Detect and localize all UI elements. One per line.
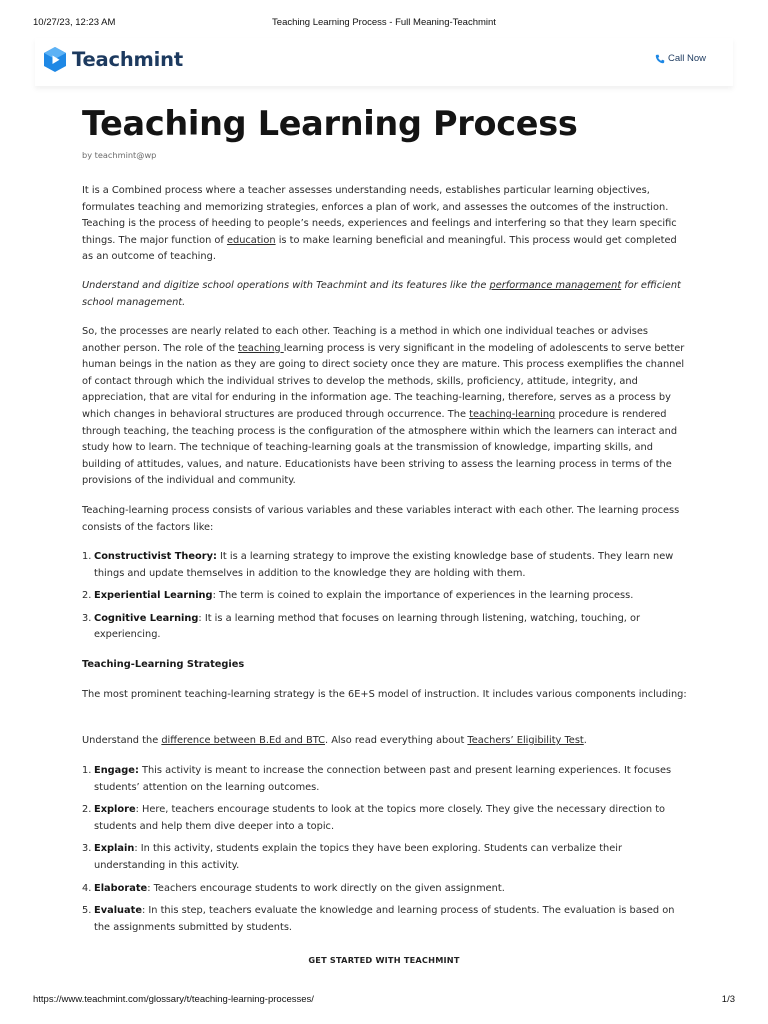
site-header [35, 38, 733, 86]
paragraph-related-links: Understand the difference between B.Ed and BTC. Also read everything about Teachers’ Eligibility Test. [82, 735, 587, 746]
list-item: 3. Cognitive Learning: It is a learning method that focuses on learning through listening, watching, touching, or experiencing. [82, 612, 641, 641]
phone-icon [655, 54, 665, 64]
list-item: 2. Experiential Learning: The term is coined to explain the importance of experiences in the learning process. [82, 590, 634, 602]
print-tab-title: Teaching Learning Process - Full Meaning-Teachmint [272, 17, 496, 28]
logo-text: Teachmint [72, 47, 183, 71]
strategies-heading: Teaching-Learning Strategies [82, 659, 245, 670]
list-item: 3. Explain: In this activity, students explain the topics they have been exploring. Students can verbalize their understanding in this activity. [82, 843, 623, 871]
print-url: https://www.teachmint.com/glossary/t/teaching-learning-processes/ [33, 994, 314, 1005]
print-footer [33, 994, 735, 1008]
paragraph-processes: So, the processes are nearly related to each other. Teaching is a method in which one individual teaches or advises another person. The role of the teaching learning process is very significant in the modeling of adolescents to serve better human beings in the nation as they are going to direct society once they are mature. This process exemplifies the channel of contact through which the individual strives to develop the methods, skills, proficiency, attitude, integrity, and appreciation, that are vital for enduring in the information age. The teaching-learning, therefore, serves as a process by which changes in behavioral structures are produced through occurrence. The teaching-learning procedure is rendered through teaching, the teaching process is the configuration of the atmosphere within which the learners can interact and study how to learn. The technique of teaching-learning goals at the transmission of knowledge, imparting skills, and building of attitudes, values, and nature. Educationists have been striving to assess the learning process in terms of the provisions of the individual and community. [82, 326, 685, 487]
factors-list [82, 549, 689, 644]
list-item: 1. Constructivist Theory: It is a learning strategy to improve the existing knowledge base of students. They learn new things and update themselves in addition to the knowledge they are holding with them. [82, 551, 674, 579]
model-steps-list [82, 763, 689, 936]
paragraph-promo: Understand and digitize school operations with Teachmint and its features like the performance management for efficient school management. [82, 280, 681, 308]
call-now-label: Call Now [667, 53, 706, 64]
print-page-number: 1/3 [721, 994, 735, 1005]
paragraph-variables: Teaching-learning process consists of various variables and these variables interact with each other. The learning process consists of the factors like: [82, 505, 680, 533]
get-started-button[interactable]: GET STARTED WITH TEACHMINT [308, 955, 460, 965]
list-item: 1. Engage: This activity is meant to increase the connection between past and present learning experiences. It focuses students’ attention on the learning outcomes. [82, 765, 672, 793]
link-education[interactable]: education [226, 234, 276, 246]
paragraph-intro: It is a Combined process where a teacher assesses understanding needs, establishes particular learning objectives, formulates teaching and memorizing strategies, enforces a plan of work, and assesses the outcomes of the instruction. Teaching is the process of heeding to people’s needs, experiences and feelings and interfering so that they learn specific things. The major function of education is to make learning beneficial and meaningful. This process would get completed as an outcome of teaching. [82, 185, 677, 263]
print-datetime: 10/27/23, 12:23 AM [33, 17, 116, 28]
play-cube-logo-icon [44, 47, 66, 72]
list-item: 5. Evaluate: In this step, teachers evaluate the knowledge and learning process of students. The evaluation is based on the assignments submitted by students. [82, 905, 675, 933]
list-item: 4. Elaborate: Teachers encourage students to work directly on the given assignment. [82, 882, 505, 894]
page-title: Teaching Learning Process [82, 104, 578, 143]
print-header [33, 17, 735, 31]
paragraph-6e-model: The most prominent teaching-learning strategy is the 6E+S model of instruction. It includes various components including: [82, 689, 687, 700]
link-teachers-eligibility-test[interactable]: Teachers’ Eligibility Test [467, 735, 584, 746]
byline: by teachmint@wp [82, 150, 157, 160]
article [82, 100, 689, 160]
link-performance-management[interactable]: performance management [489, 280, 622, 291]
list-item: 2. Explore: Here, teachers encourage students to look at the topics more closely. They give the necessary direction to students and help them dive deeper into a topic. [82, 804, 666, 832]
link-teaching-learning[interactable]: teaching-learning [469, 408, 556, 420]
link-teaching[interactable]: teaching [238, 342, 284, 354]
call-now-button[interactable] [655, 53, 706, 64]
teachmint-logo[interactable] [44, 46, 183, 72]
link-bed-btc-difference[interactable]: difference between B.Ed and BTC [161, 735, 325, 746]
